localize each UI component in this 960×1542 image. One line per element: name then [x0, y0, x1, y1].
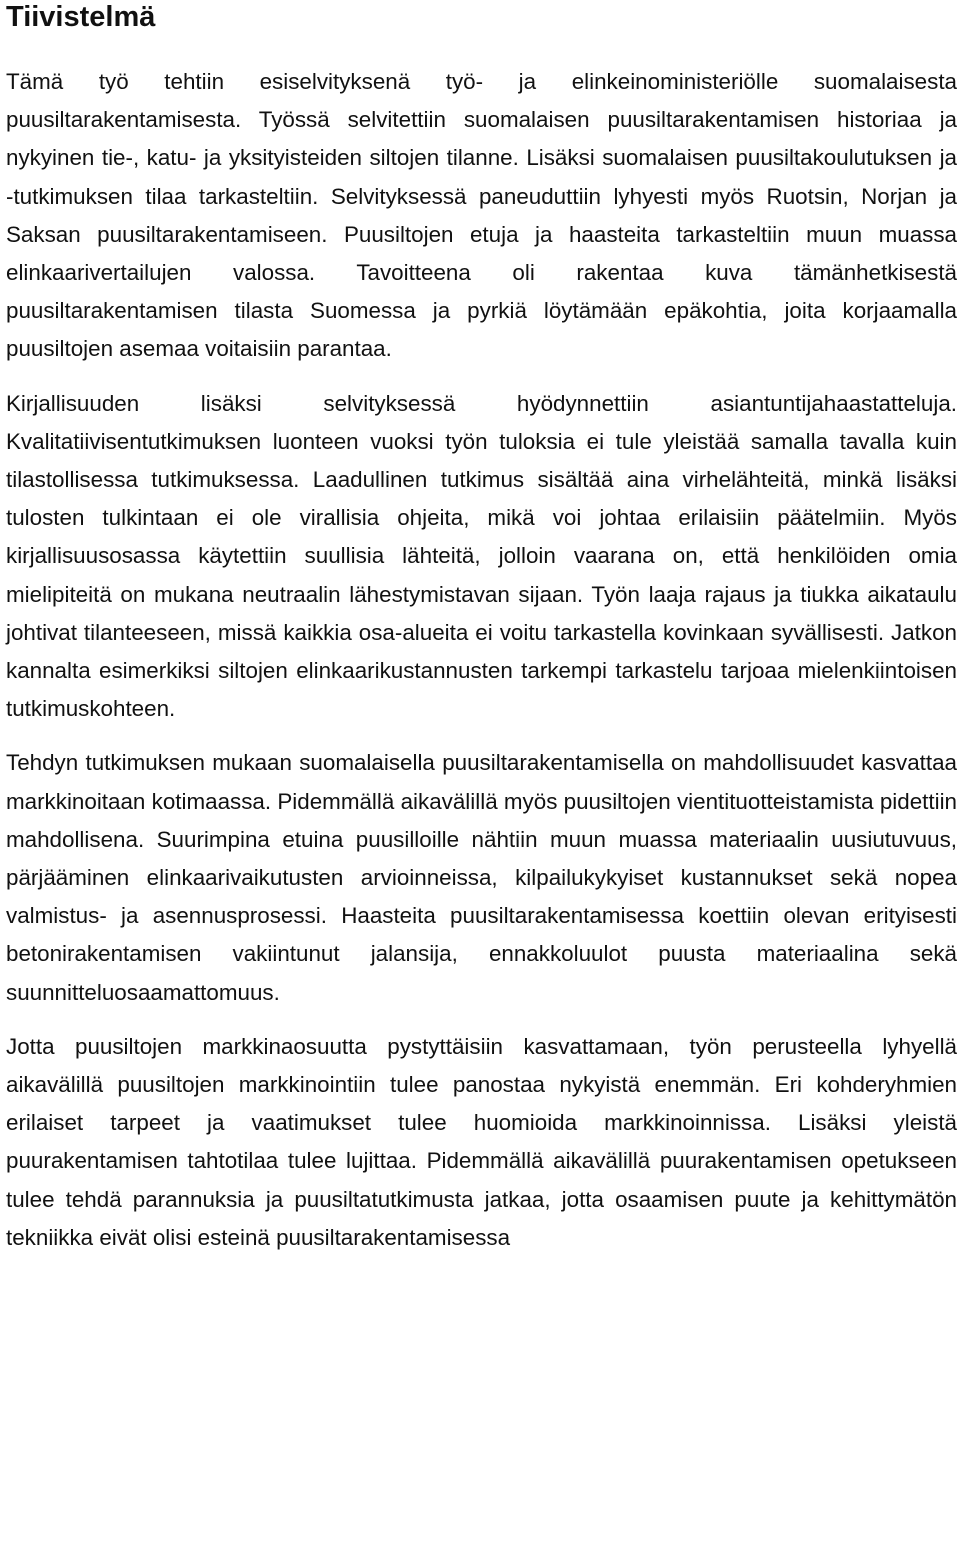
page-title: Tiivistelmä: [6, 1, 156, 33]
paragraph: Jotta puusiltojen markkinaosuutta pystyttäisiin kasvattamaan, työn perusteella lyhyellä aikavälillä puusiltojen markkinointiin tulee panostaa nykyistä enemmän. Eri kohderyhmien erilaiset tarpeet ja vaatimukset tulee huomioida markkinoinnissa. Lisäksi yleistä puurakentamisen tahtotilaa tulee lujittaa. Pidemmällä aikavälillä puurakentamisen opetukseen tulee tehdä parannuksia ja puusiltatutkimusta jatkaa, jotta osaamisen puute ja kehittymätön tekniikka eivät olisi esteinä puusiltarakentamisessa: [6, 1033, 957, 1250]
paragraph: Kirjallisuuden lisäksi selvityksessä hyödynnettiin asiantuntijahaastatteluja. Kvalitatiivisentutkimuksen luonteen vuoksi työn tuloksia ei tule yleistää samalla tavalla kuin tilastollisessa tutkimuksessa. Laadullinen tutkimus sisältää aina virhelähteitä, minkä lisäksi tulosten tulkintaan ei ole virallisia ohjeita, mikä voi johtaa erilaisiin päätelmiin. Myös kirjallisuusosassa käytettiin suullisia lähteitä, jolloin vaarana on, että henkilöiden omia mielipiteitä on mukana neutraalin lähestymistavan sijaan. Työn laaja rajaus ja tiukka aikataulu johtivat tilanteeseen, missä kaikkia osa-alueita ei voitu tarkastella kovinkaan syvällisesti. Jatkon kannalta esimerkiksi siltojen elinkaarikustannusten tarkempi tarkastelu tarjoaa mielenkiintoisen tutkimuskohteen.: [6, 390, 957, 722]
paragraph: Tämä työ tehtiin esiselvityksenä työ- ja elinkeinoministeriölle suomalaisesta puusiltarakentamisesta. Työssä selvitettiin suomalaisen puusiltarakentamisen historiaa ja nykyinen tie-, katu- ja yksityisteiden siltojen tilanne. Lisäksi suomalaisen puusiltakoulutuksen ja -tutkimuksen tilaa tarkasteltiin. Selvityksessä paneuduttiin lyhyesti myös Ruotsin, Norjan ja Saksan puusiltarakentamiseen. Puusiltojen etuja ja haasteita tarkasteltiin muun muassa elinkaarivertailujen valossa. Tavoitteena oli rakentaa kuva tämänhetkisestä puusiltarakentamisen tilasta Suomessa ja pyrkiä löytämään epäkohtia, joita korjaamalla puusiltojen asemaa voitaisiin parantaa.: [6, 69, 957, 362]
paragraph: Tehdyn tutkimuksen mukaan suomalaisella puusiltarakentamisella on mahdollisuudet kasvattaa markkinoitaan kotimaassa. Pidemmällä aikavälillä myös puusiltojen vientituotteistamista pidettiin mahdollisena. Suurimpina etuina puusilloille nähtiin muun muassa materiaalin uusiutuvuus, pärjääminen elinkaarivaikutusten arvioinneissa, kilpailukykyiset kustannukset sekä nopea valmistus- ja asennusprosessi. Haasteita puusiltarakentamisessa koettiin olevan erityisesti betonirakentamisen vakiintunut jalansija, ennakkoluulot puusta materiaalina sekä suunnitteluosaamattomuus.: [6, 750, 957, 1005]
document-page: [6, 0, 957, 1257]
